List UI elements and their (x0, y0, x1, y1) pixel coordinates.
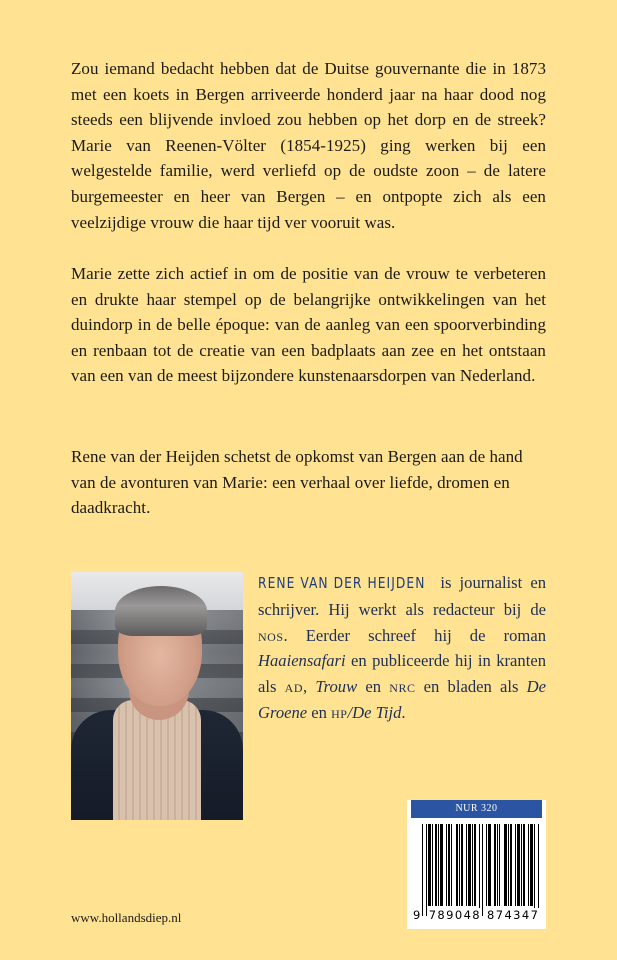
bio-nos: nos (258, 625, 284, 645)
isbn-barcode (407, 800, 546, 929)
nur-label: NUR 320 (411, 800, 542, 818)
bio-text: . Eerder schreef hij de roman (283, 625, 546, 645)
bio-text: , (303, 677, 316, 697)
bio-slash: / (347, 702, 353, 722)
bio-text: . (401, 702, 406, 722)
author-name: RENE VAN DER HEIJDEN (258, 574, 426, 592)
isbn-number (413, 908, 543, 924)
blurb-paragraph-1: Zou iemand bedacht hebben dat de Duitse gouvernante die in 1873 met een koets in Bergen arriveerde honderd jaar na haar dood nog steeds een blijvende invloed zou hebben op het dorp en de streek? Marie van Reenen-Völter (1854-1925) ging werken bij een welgestelde familie, werd verliefd op de oudste zoon – de latere burgemeester en heer van Bergen – en ontpopte zich als een veelzijdige vrouw die haar tijd ver vooruit was. (71, 59, 546, 232)
blurb-paragraph-3: Rene van der Heijden schetst de opkomst van Bergen aan de hand van de avonturen van Marie: een verhaal over liefde, dromen en daadkracht. (71, 447, 523, 518)
bio-trouw: Trouw (315, 677, 358, 697)
bio-tijd: De Tijd (352, 702, 402, 722)
barcode-bars (422, 824, 540, 916)
isbn-group-2: 874347 (487, 908, 540, 922)
bio-nrc: nrc (389, 677, 416, 697)
bio-text: en (357, 677, 390, 697)
publisher-website[interactable]: www.hollandsdiep.nl (71, 910, 182, 925)
bio-text: en bladen als (415, 677, 527, 697)
bio-novel-title: Haaiensafari (258, 651, 346, 671)
bio-hp: hp (331, 702, 348, 722)
bio-text: is journalist en schrijver. Hij werkt als redacteur bij de (258, 573, 546, 619)
bio-groene: De Groene (258, 677, 546, 722)
blurb-paragraph-2: Marie zette zich actief in om de positie van de vrouw te verbeteren en drukte haar stempel op de belangrijke ontwikkelingen van het duindorp in de belle époque: van de aanleg van een spoorverbinding en renbaan tot de creatie van een badplaats aan zee en het ontstaan van een van de meest bijzondere kunstenaarsdorpen van Nederland. (71, 264, 546, 386)
bio-text: en publiceerde hij in kranten als (258, 651, 546, 697)
isbn-lead-digit: 9 (413, 908, 422, 922)
isbn-group-1: 789048 (428, 908, 482, 922)
author-bio (258, 570, 546, 726)
bio-text: en (307, 702, 332, 722)
author-photo (71, 572, 243, 820)
photo-hair (115, 586, 207, 636)
bio-ad: ad (284, 677, 303, 697)
